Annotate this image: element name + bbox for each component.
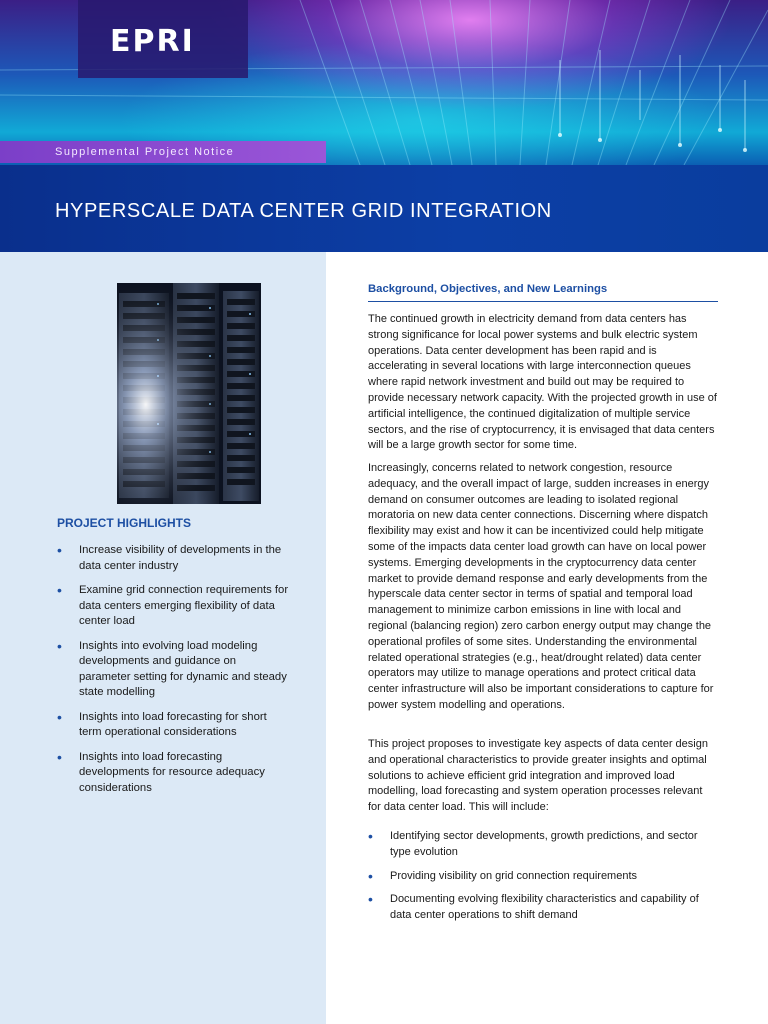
list-item: • Documenting evolving flexibility characteristics and capability of data center operations to shift demand: [368, 892, 718, 924]
project-highlights-heading: PROJECT HIGHLIGHTS: [57, 516, 192, 530]
list-item: • Providing visibility on grid connection requirements: [368, 869, 718, 885]
list-item: • Insights into evolving load modeling developments and guidance on parameter setting for dynamic and steady state modelling: [57, 639, 289, 701]
project-highlights-list: [57, 543, 289, 805]
epri-logo: EPRI: [110, 24, 195, 59]
list-item: • Increase visibility of developments in the data center industry: [57, 543, 289, 574]
background-section-heading: Background, Objectives, and New Learnings: [368, 283, 718, 302]
server-rack-photo-icon: [117, 283, 261, 504]
supplemental-notice-label: Supplemental Project Notice: [0, 141, 326, 163]
header-banner: [0, 0, 768, 165]
list-item: • Identifying sector developments, growth predictions, and sector type evolution: [368, 829, 718, 861]
page-title: HYPERSCALE DATA CENTER GRID INTEGRATION: [55, 200, 552, 222]
body-paragraph: This project proposes to investigate key aspects of data center design and operational characteristics to provide greater insights and optimal solutions to achieve efficient grid integration and improved load modelling, load forecasting and system operation processes relevant for data center load. This will include:: [368, 738, 708, 814]
list-item: • Insights into load forecasting developments for resource adequacy considerations: [57, 750, 289, 797]
body-paragraph: Increasingly, concerns related to network congestion, resource adequacy, and the overall impact of large, sudden increases in energy demand on consumer outcomes are leading to isolated regional moratoria on new data center connections. Discerning where dispatch flexibility may exist and how it can be incentivized could help mitigate some of the impacts data center load growth can have on local power systems. Emerging developments in the cryptocurrency data center market to provide demand response and early developments from the hyperscale data center sector in terms of spatial and temporal load management to minimize carbon emissions in line with local and regional (balancing region) zero carbon energy output may change the operational profiles of some sites. Understanding the environmental related operational strategies (e.g., heat/drought related) data center operators may utilize to manage operations and protect critical data center infrastructure will also be important considerations to capture for power system modelling and operations.: [368, 462, 714, 711]
list-item: • Examine grid connection requirements for data centers emerging flexibility of data center load: [57, 583, 289, 630]
body-paragraph: The continued growth in electricity demand from data centers has strong significance for local power systems and bulk electric system operations. Data center development has been rapid and is accelerating in several locations with large interconnection queues where rapid network investment and build out may be required to provide necessary network capacity. With the projected growth in use of artificial intelligence, the continued digitalization of multiple service sectors, and the rise of cryptocurrency, it is envisaged that data centers will be a large growth sector for some time.: [368, 313, 717, 452]
project-scope-list: [368, 829, 718, 932]
list-item: • Insights into load forecasting for short term operational considerations: [57, 710, 289, 741]
